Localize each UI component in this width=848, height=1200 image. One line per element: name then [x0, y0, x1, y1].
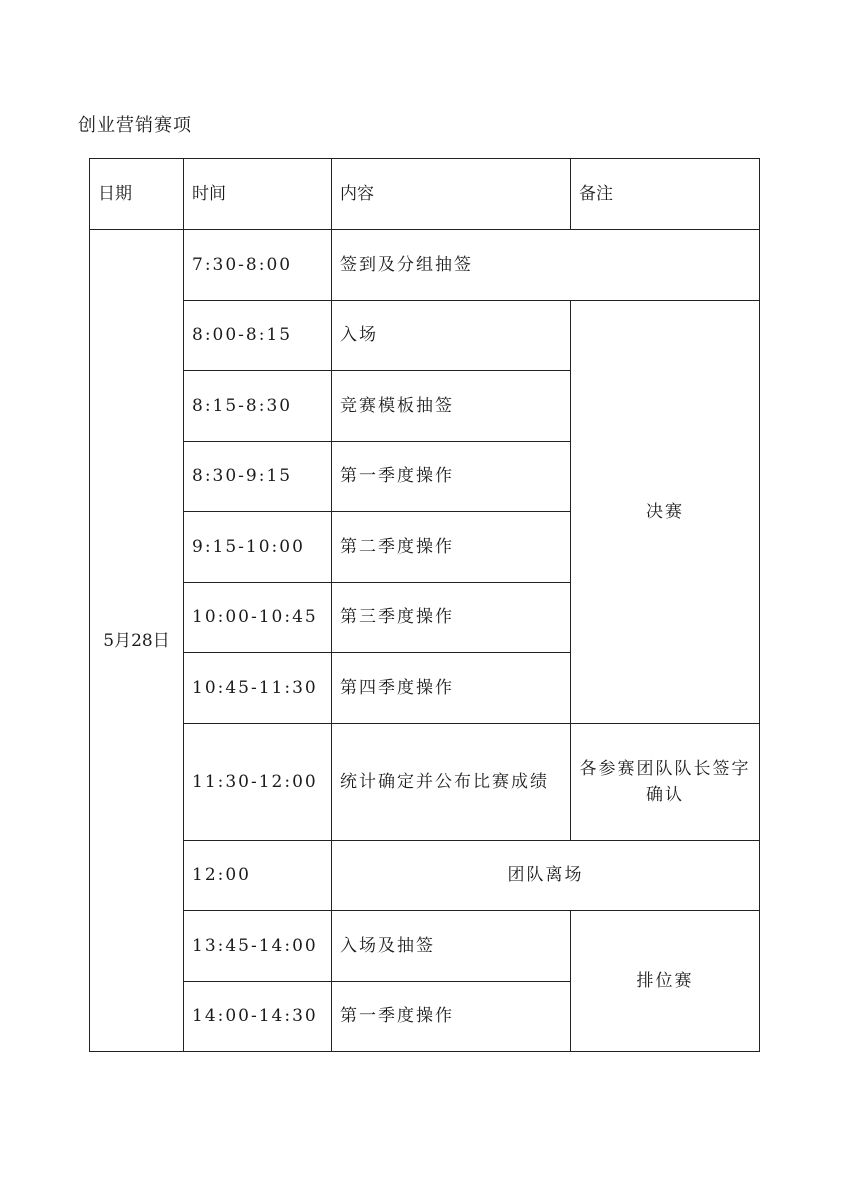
schedule-table	[89, 158, 760, 1052]
content-cell: 团队离场	[332, 840, 760, 911]
header-content: 内容	[332, 159, 571, 230]
content-cell: 第一季度操作	[332, 441, 571, 512]
time-cell: 9:15-10:00	[184, 512, 332, 583]
date-cell: 5月28日	[90, 230, 184, 1052]
note-ranking: 排位赛	[571, 911, 760, 1052]
table-row	[90, 230, 760, 301]
page-title: 创业营销赛项	[78, 115, 192, 136]
content-cell: 入场及抽签	[332, 911, 571, 982]
time-cell: 11:30-12:00	[184, 723, 332, 840]
header-date: 日期	[90, 159, 184, 230]
time-cell: 8:15-8:30	[184, 371, 332, 442]
table-header-row	[90, 159, 760, 230]
table-row	[90, 723, 760, 840]
content-cell: 竞赛模板抽签	[332, 371, 571, 442]
time-cell: 12:00	[184, 840, 332, 911]
content-cell: 第一季度操作	[332, 981, 571, 1052]
content-cell: 签到及分组抽签	[332, 230, 760, 301]
header-note: 备注	[571, 159, 760, 230]
time-cell: 10:45-11:30	[184, 653, 332, 724]
content-cell: 第四季度操作	[332, 653, 571, 724]
time-cell: 7:30-8:00	[184, 230, 332, 301]
table-row	[90, 840, 760, 911]
content-cell: 统计确定并公布比赛成绩	[332, 723, 571, 840]
table-row	[90, 911, 760, 982]
content-cell: 第三季度操作	[332, 582, 571, 653]
time-cell: 13:45-14:00	[184, 911, 332, 982]
time-cell: 8:00-8:15	[184, 300, 332, 371]
content-cell: 第二季度操作	[332, 512, 571, 583]
header-time: 时间	[184, 159, 332, 230]
content-cell: 入场	[332, 300, 571, 371]
time-cell: 8:30-9:15	[184, 441, 332, 512]
note-confirm: 各参赛团队队长签字确认	[571, 723, 760, 840]
time-cell: 14:00-14:30	[184, 981, 332, 1052]
time-cell: 10:00-10:45	[184, 582, 332, 653]
table-row	[90, 300, 760, 371]
note-final: 决赛	[571, 300, 760, 723]
